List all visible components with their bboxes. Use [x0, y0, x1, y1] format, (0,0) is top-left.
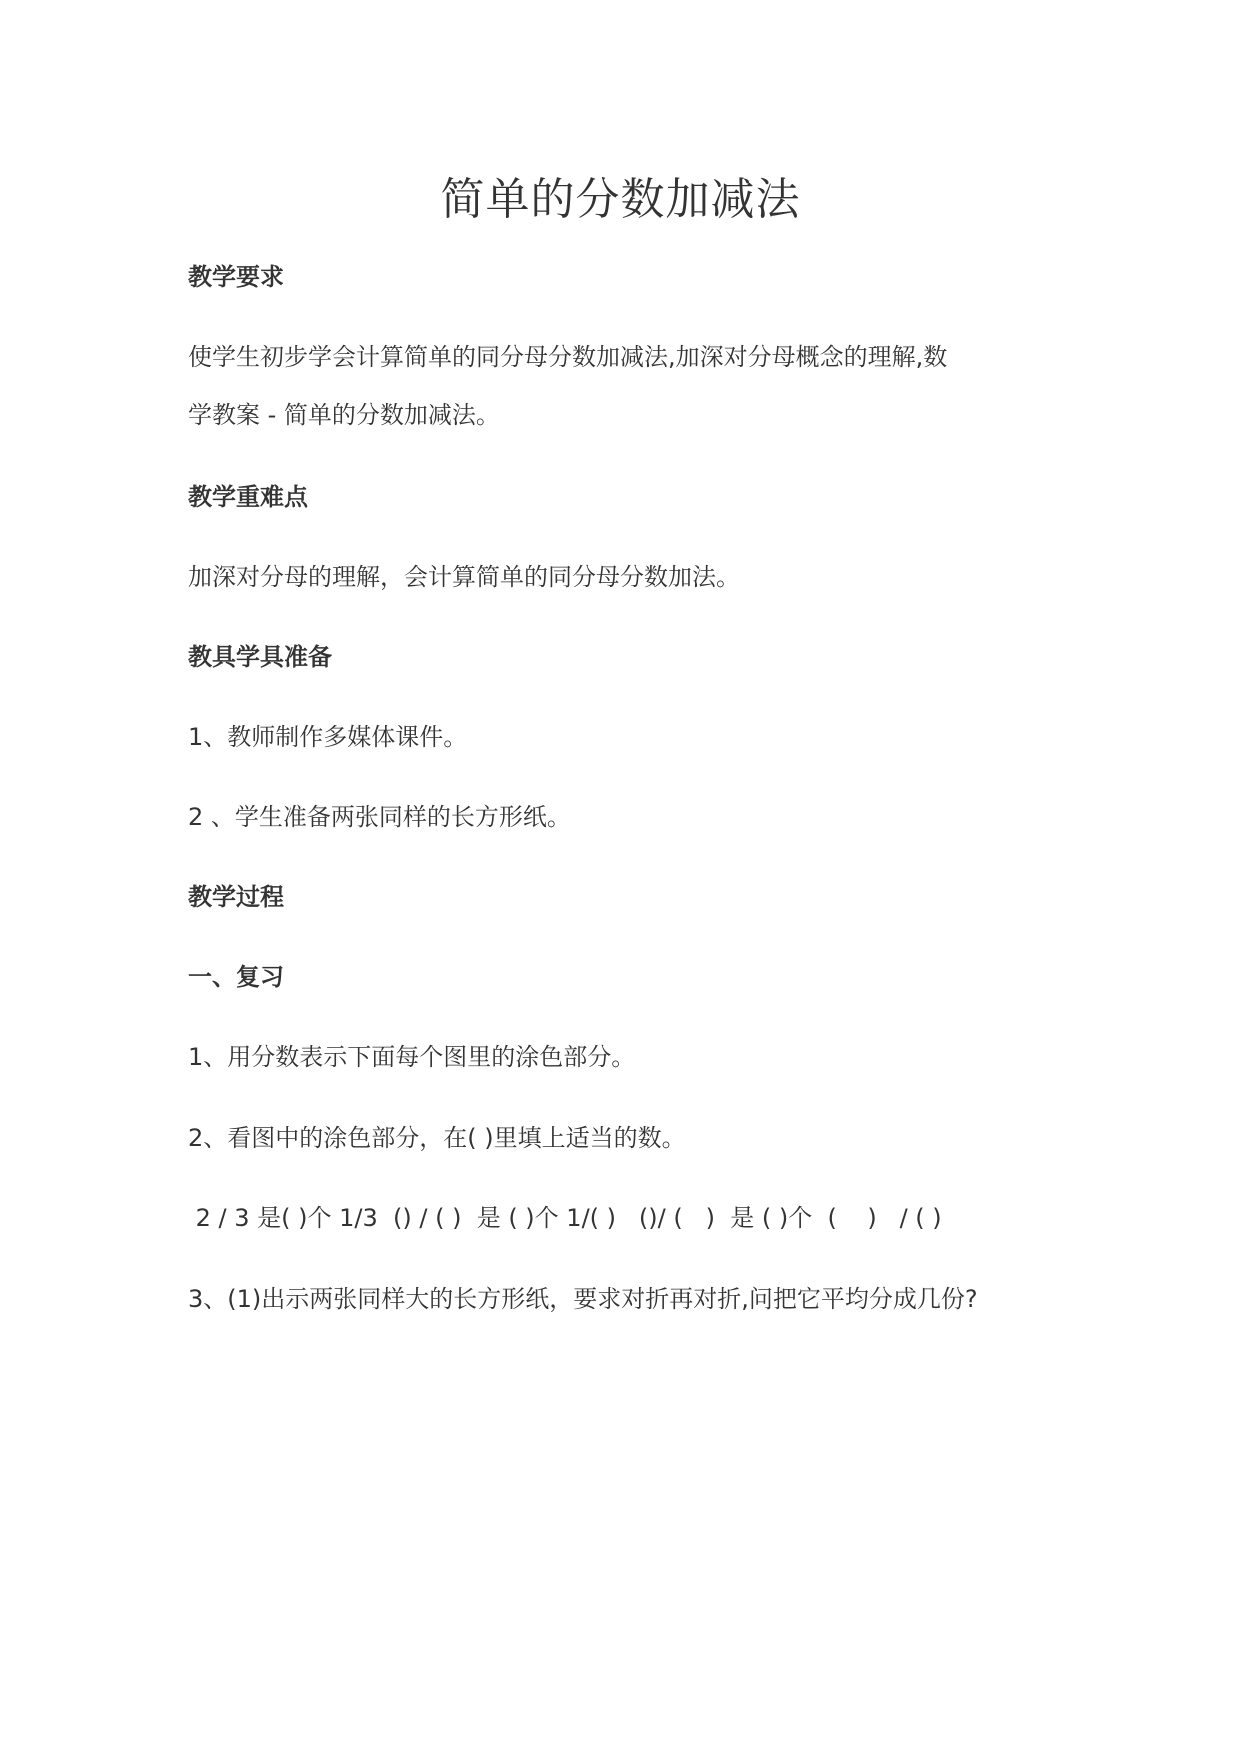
materials-item-2: 2 、学生准备两张同样的长方形纸。	[188, 803, 571, 831]
key-points-text: 加深对分母的理解，会计算简单的同分母分数加法。	[188, 563, 740, 591]
materials-item-1: 1、教师制作多媒体课件。	[188, 723, 468, 751]
document-title: 简单的分数加减法	[440, 174, 801, 225]
requirements-text-line-2: 学教案 - 简单的分数加减法。	[188, 401, 500, 429]
section-heading-materials: 教具学具准备	[188, 643, 332, 671]
review-item-1: 1、用分数表示下面每个图里的涂色部分。	[188, 1043, 636, 1071]
review-fill-in-line: 2 / 3 是( )个 1/3 () / ( ) 是 ( )个 1/( ) ()/ ( ) 是 ( )个 ( ) / ( )	[188, 1204, 942, 1232]
section-heading-requirements: 教学要求	[188, 263, 284, 291]
sub-heading-review: 一、复习	[188, 963, 284, 991]
review-item-2: 2、看图中的涂色部分，在( )里填上适当的数。	[188, 1124, 686, 1152]
section-heading-key-points: 教学重难点	[188, 483, 308, 511]
requirements-text-line-1: 使学生初步学会计算简单的同分母分数加减法,加深对分母概念的理解,数	[188, 343, 948, 371]
review-item-3: 3、(1)出示两张同样大的长方形纸，要求对折再对折,问把它平均分成几份?	[188, 1285, 978, 1313]
section-heading-process: 教学过程	[188, 883, 284, 911]
